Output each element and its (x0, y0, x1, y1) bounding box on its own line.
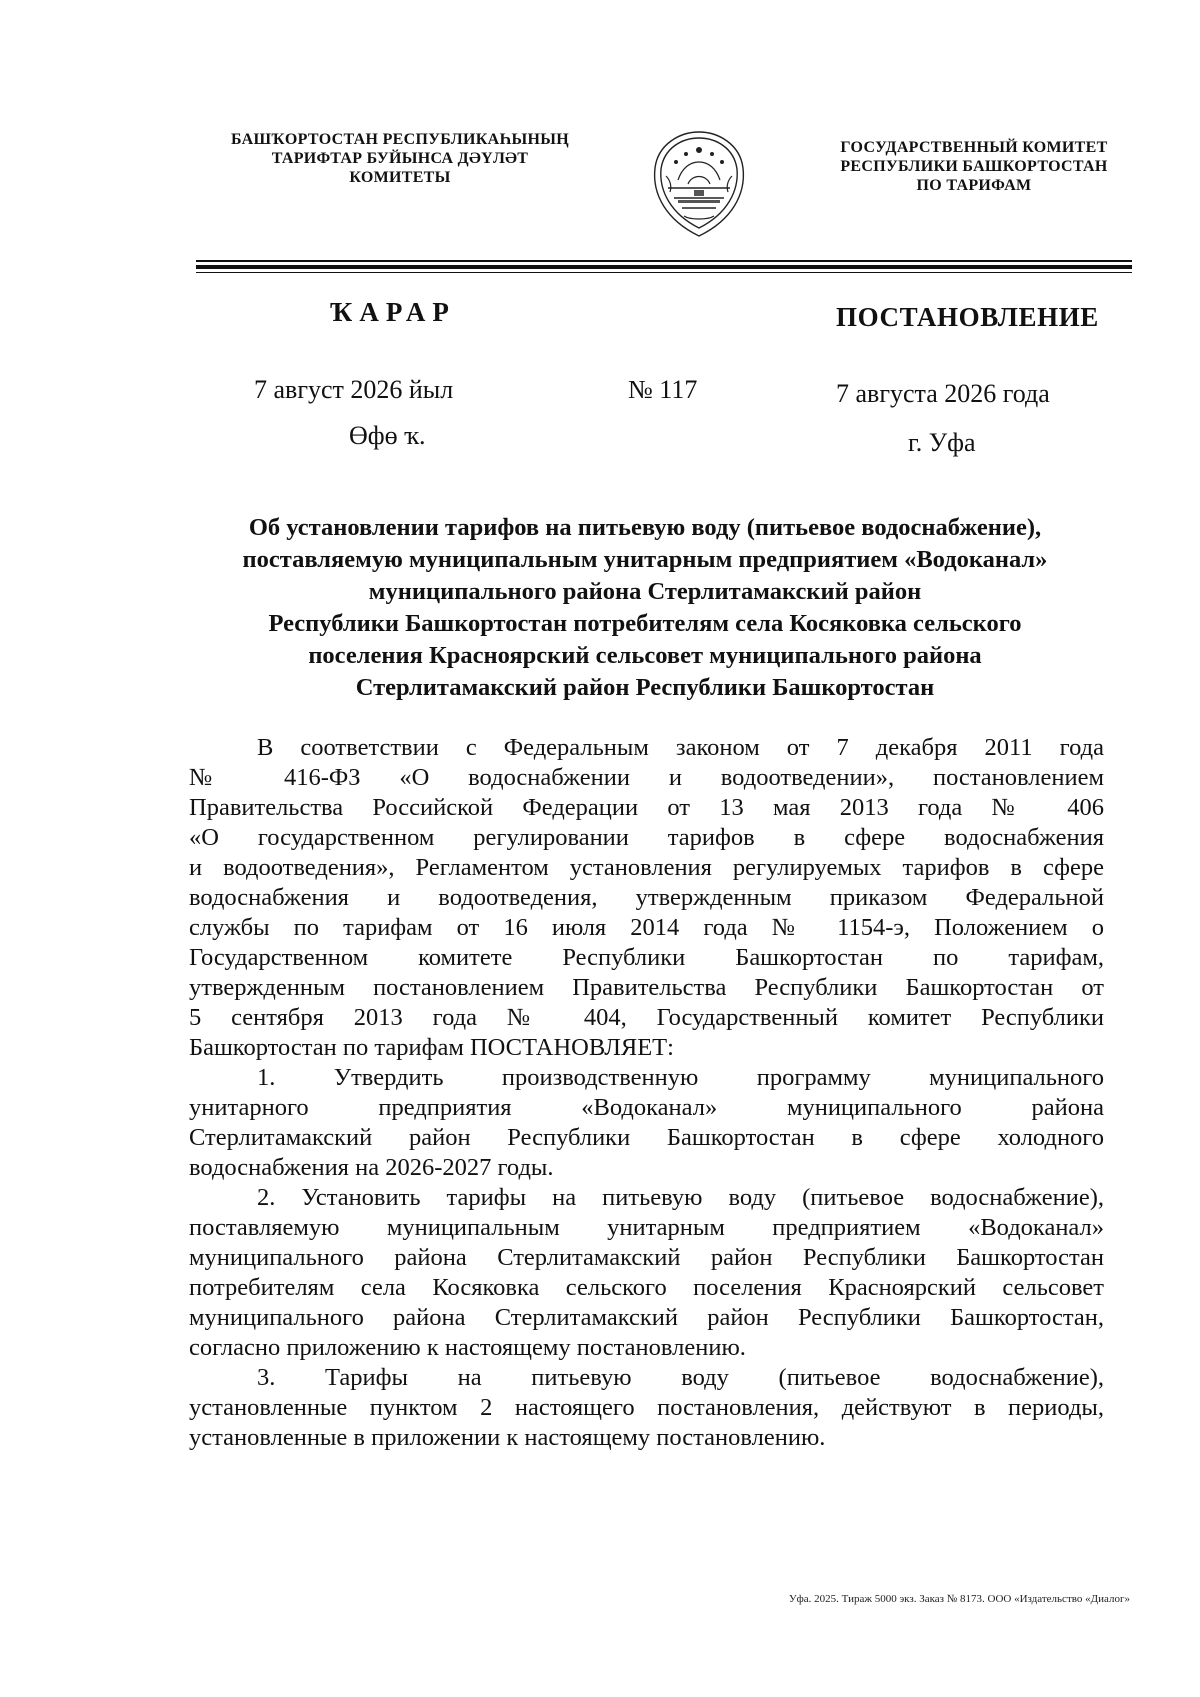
header-divider (196, 272, 1132, 273)
body-line: установленные пунктом 2 настоящего постановления, действуют в периоды, (189, 1394, 1104, 1421)
date-russian: 7 августа 2026 года (836, 379, 1050, 408)
subject-line: поставляемую муниципальным унитарным предприятием «Водоканал» (242, 546, 1048, 573)
body-line: Башкортостан по тарифам ПОСТАНОВЛЯЕТ: (189, 1034, 674, 1061)
doc-type-bashkir: ҠАРАР (330, 297, 456, 327)
body-line: Правительства Российской Федерации от 13 мая 2013 года № 406 (189, 794, 1104, 821)
date-bashkir: 7 август 2026 йыл (254, 375, 454, 404)
body-line: муниципального района Стерлитамакский район Республики Башкортостан, (189, 1304, 1104, 1331)
body-line: Стерлитамакский район Республики Башкортостан в сфере холодного (189, 1124, 1104, 1151)
subject-line: Республики Башкортостан потребителям села Косяковка сельского (268, 610, 1022, 637)
subject-line: Стерлитамакский район Республики Башкортостан (355, 674, 935, 701)
body-line: В соответствии с Федеральным законом от 7 декабря 2011 года (257, 734, 1104, 761)
city-bashkir: Өфө ҡ. (349, 421, 426, 450)
body-line: Государственном комитете Республики Башкортостан по тарифам, (189, 944, 1104, 971)
doc-type-russian: ПОСТАНОВЛЕНИЕ (836, 302, 1099, 332)
document-number: № 117 (628, 375, 698, 404)
body-line: унитарного предприятия «Водоканал» муниципального района (189, 1094, 1104, 1121)
body-line: службы по тарифам от 16 июля 2014 года № 1154-э, Положением о (189, 914, 1104, 941)
printer-imprint: Уфа. 2025. Тираж 5000 экз. Заказ № 8173. ООО «Издательство «Диалог» (788, 1593, 1130, 1605)
body-line: установленные в приложении к настоящему постановлению. (189, 1424, 826, 1451)
body-line: 3. Тарифы на питьевую воду (питьевое водоснабжение), (257, 1364, 1104, 1391)
subject-line: Об установлении тарифов на питьевую воду (питьевое водоснабжение), (248, 514, 1042, 541)
body-line: 1. Утвердить производственную программу муниципального (257, 1064, 1104, 1091)
city-russian: г. Уфа (908, 428, 976, 457)
document-subject (180, 512, 1110, 704)
subject-line: поселения Красноярский сельсовет муниципального района (308, 642, 982, 669)
body-line: 5 сентября 2013 года № 404, Государственный комитет Республики (189, 1004, 1104, 1031)
body-line: водоснабжения и водоотведения, утвержденным приказом Федеральной (189, 884, 1104, 911)
coat-of-arms-icon (648, 128, 750, 240)
body-line: 2. Установить тарифы на питьевую воду (питьевое водоснабжение), (257, 1184, 1104, 1211)
org-name-russian: ГОСУДАРСТВЕННЫЙ КОМИТЕТ РЕСПУБЛИКИ БАШКОРТОСТАН ПО ТАРИФАМ (840, 139, 1108, 194)
body-line: поставляемую муниципальным унитарным предприятием «Водоканал» (189, 1214, 1104, 1241)
body-line: водоснабжения на 2026-2027 годы. (189, 1154, 554, 1181)
subject-line: муниципального района Стерлитамакский район (368, 578, 922, 605)
header-divider (196, 265, 1132, 269)
header-divider (196, 260, 1132, 262)
body-line: № 416-ФЗ «О водоснабжении и водоотведении», постановлением (189, 764, 1104, 791)
body-line: и водоотведения», Регламентом установления регулируемых тарифов в сфере (189, 854, 1104, 881)
body-line: потребителям села Косяковка сельского поселения Красноярский сельсовет (189, 1274, 1104, 1301)
org-name-bashkir: БАШҠОРТОСТАН РЕСПУБЛИКАҺЫНЫҢ ТАРИФТАР БУЙЫНСА ДӘҮЛӘТ КОМИТЕТЫ (230, 131, 570, 186)
body-line: утвержденным постановлением Правительства Республики Башкортостан от (189, 974, 1104, 1001)
body-line: «О государственном регулировании тарифов в сфере водоснабжения (189, 824, 1104, 851)
body-line: согласно приложению к настоящему постановлению. (189, 1334, 746, 1361)
body-line: муниципального района Стерлитамакский район Республики Башкортостан (189, 1244, 1104, 1271)
